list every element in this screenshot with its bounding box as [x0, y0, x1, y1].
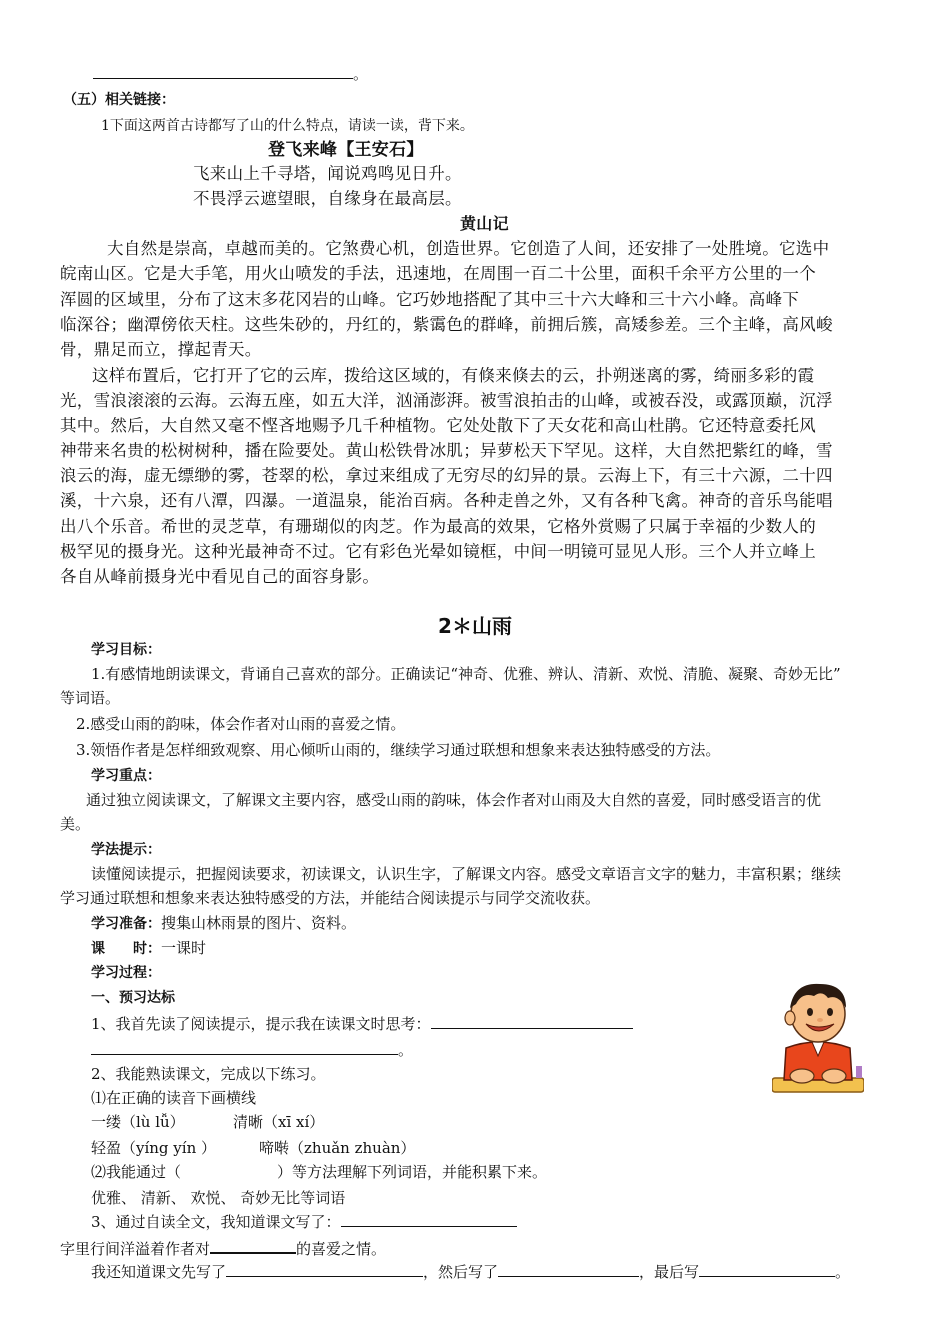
essay-line: 其中。然后，大自然又毫不悭吝地赐予几千种植物。它处处散下了天女花和高山杜鹃。它还特意委托风	[60, 416, 816, 435]
poem-title: 登飞来峰【王安石】	[268, 140, 424, 160]
answer-blank[interactable]	[498, 1262, 639, 1277]
prep-q4-text-a: 我还知道课文先写了	[91, 1263, 227, 1281]
essay-line: 各自从峰前摄身光中看见自己的面容身影。	[60, 567, 380, 586]
essay-title: 黄山记	[460, 214, 509, 233]
prep-q2-2	[91, 1162, 547, 1182]
prep-q2: 2、我能熟读课文，完成以下练习。	[91, 1065, 326, 1083]
pinyin-item-4[interactable]	[259, 1138, 415, 1158]
essay-line: 骨，鼎足而立，撑起青天。	[60, 340, 262, 359]
essay-line: 溪，十六泉，还有八潭，四瀑。一道温泉，能治百病。各种走兽之外，又有各种飞禽。神奇的音乐鸟能唱	[60, 491, 833, 510]
prep-q3-text-a: 字里行间洋溢着作者对	[60, 1240, 211, 1258]
prep-q3	[91, 1212, 517, 1232]
essay-line: 光，雪浪滚滚的云海。云海五座，如五大洋，汹涌澎湃。被雪浪拍击的山峰，或被吞没，或露顶巅，沉浮	[60, 391, 833, 410]
question-1: 1下面这两首古诗都写了山的什么特点，请读一读，背下来。	[101, 118, 474, 134]
fill-blank-line[interactable]	[93, 64, 368, 84]
goal-1-cont: 等词语。	[60, 689, 121, 707]
time-text: 一课时	[161, 939, 207, 957]
pinyin-item-1[interactable]	[91, 1112, 185, 1132]
section-1-heading: 一、预习达标	[91, 990, 175, 1006]
goals-label: 学习目标：	[91, 642, 161, 658]
answer-blank[interactable]	[699, 1262, 835, 1277]
prep-q3-line2	[60, 1238, 386, 1259]
essay-line: 大自然是崇高，卓越而美的。它煞费心机，创造世界。它创造了人间，还安排了一处胜境。它选中	[107, 239, 830, 258]
prep-label: 学习准备：	[91, 916, 161, 932]
essay-line: 皖南山区。它是大手笔，用火山喷发的手法，迅速地，在周围一百二十公里，面积千余平方公里的一个	[60, 264, 816, 283]
prep-q4	[91, 1262, 850, 1282]
pinyin-item-2[interactable]	[233, 1112, 324, 1132]
goal-1: 1.有感情地朗读课文，背诵自己喜欢的部分。正确读记“神奇、优雅、辨认、清新、欢悦、清脆、凝聚、奇妙无比”	[91, 665, 841, 683]
pinyin-item-3[interactable]	[91, 1138, 216, 1158]
essay-line: 浑圆的区域里，分布了这末多花冈岩的山峰。它巧妙地搭配了其中三十六大峰和三十六小峰。高峰下	[60, 290, 800, 309]
prep-q4-text-b: ，然后写了	[423, 1263, 499, 1281]
essay-line: 这样布置后，它打开了它的云库，拨给这区域的，有倏来倏去的云，扑朔迷离的雾，绮丽多彩的霞	[92, 366, 815, 385]
answer-blank[interactable]	[226, 1262, 423, 1277]
essay-line: 极罕见的摄身光。这种光最神奇不过。它有彩色光晕如镜框，中间一明镜可显见人形。三个人并立峰上	[60, 542, 816, 561]
goal-2: 2.感受山雨的韵味，体会作者对山雨的喜爱之情。	[76, 715, 406, 733]
prep-q2-1: ⑴在正确的读音下画横线	[91, 1089, 257, 1107]
answer-blank[interactable]	[210, 1238, 296, 1254]
end-mark: 。	[835, 1263, 851, 1281]
focus-text: 通过独立阅读课文，了解课文主要内容，感受山雨的韵味，体会作者对山雨及大自然的喜爱，同时感受语言的优	[86, 791, 822, 809]
word-list: 优雅、 清新、 欢悦、 奇妙无比等词语	[91, 1189, 346, 1207]
focus-label: 学习重点：	[91, 768, 161, 784]
prep-q2-2-text-a: ⑵我能通过（	[91, 1163, 182, 1181]
prep-q4-text-c: ，最后写	[639, 1263, 700, 1281]
poem-line-2: 不畏浮云遮望眼，自缘身在最高层。	[193, 189, 462, 208]
essay-line: 神带来名贵的松树树种，播在险要处。黄山松铁骨冰肌；异萝松天下罕见。这样，大自然把紫红的峰，雪	[60, 441, 833, 460]
essay-line: 出八个乐音。希世的灵芝草，有珊瑚似的肉芝。作为最高的效果，它格外赏赐了只属于幸福的少数人的	[60, 517, 816, 536]
answer-blank[interactable]	[431, 1014, 633, 1029]
answer-blank[interactable]	[341, 1212, 517, 1227]
goal-3: 3.领悟作者是怎样细致观察、用心倾听山雨的，继续学习通过联想和想象来表达独特感受的方法。	[76, 741, 721, 759]
time-row	[91, 938, 206, 959]
prep-q1-line2	[91, 1040, 413, 1060]
prep-q1	[91, 1014, 633, 1034]
prep-q3-text-b: 的喜爱之情。	[296, 1240, 387, 1258]
method-text-cont: 学习通过联想和想象来表达独特感受的方法，并能结合阅读提示与同学交流收获。	[60, 889, 601, 907]
boy-illustration	[772, 978, 864, 1096]
end-mark: 。	[398, 1041, 414, 1059]
essay-line: 浪云的海，虚无缥缈的雾，苍翠的松，拿过来组成了无穷尽的幻异的景。云海上下，有三十六源，二十四	[60, 466, 833, 485]
end-mark: 。	[353, 65, 369, 83]
prep-text: 搜集山林雨景的图片、资料。	[161, 914, 357, 932]
pinyin-item-text: 一缕（lù lǚ）	[91, 1113, 185, 1131]
method-label: 学法提示：	[91, 842, 161, 858]
answer-blank[interactable]	[91, 1040, 398, 1055]
pinyin-item-text: 啼啭（zhuǎn zhuàn）	[259, 1139, 416, 1157]
process-label: 学习过程：	[91, 965, 161, 981]
pinyin-item-text: 轻盈（yíng yín ）	[91, 1139, 217, 1157]
prep-q1-text: 1、我首先读了阅读提示，提示我在读课文时思考：	[91, 1015, 431, 1033]
poem-line-1: 飞来山上千寻塔，闻说鸡鸣见日升。	[193, 164, 462, 183]
prep-q3-text: 3、通过自读全文，我知道课文写了：	[91, 1213, 341, 1231]
method-text: 读懂阅读提示，把握阅读要求，初读课文，认识生字，了解课文内容。感受文章语言文字的魅力，丰富积累；继续	[91, 865, 842, 883]
links-heading: （五）相关链接：	[63, 92, 175, 108]
pinyin-item-text: 清晰（xī xí）	[233, 1113, 325, 1131]
time-label: 课 时：	[91, 941, 161, 957]
essay-line: 临深谷；幽潭傍依天柱。这些朱砂的，丹红的，紫霭色的群峰，前拥后簇，高矮参差。三个主峰，高风峻	[60, 315, 833, 334]
lesson-title: 2＊山雨	[438, 614, 512, 638]
prep-q2-2-text-b: ）等方法理解下列词语，并能积累下来。	[277, 1163, 548, 1181]
focus-text-cont: 美。	[60, 815, 91, 833]
prep-row	[91, 913, 356, 934]
